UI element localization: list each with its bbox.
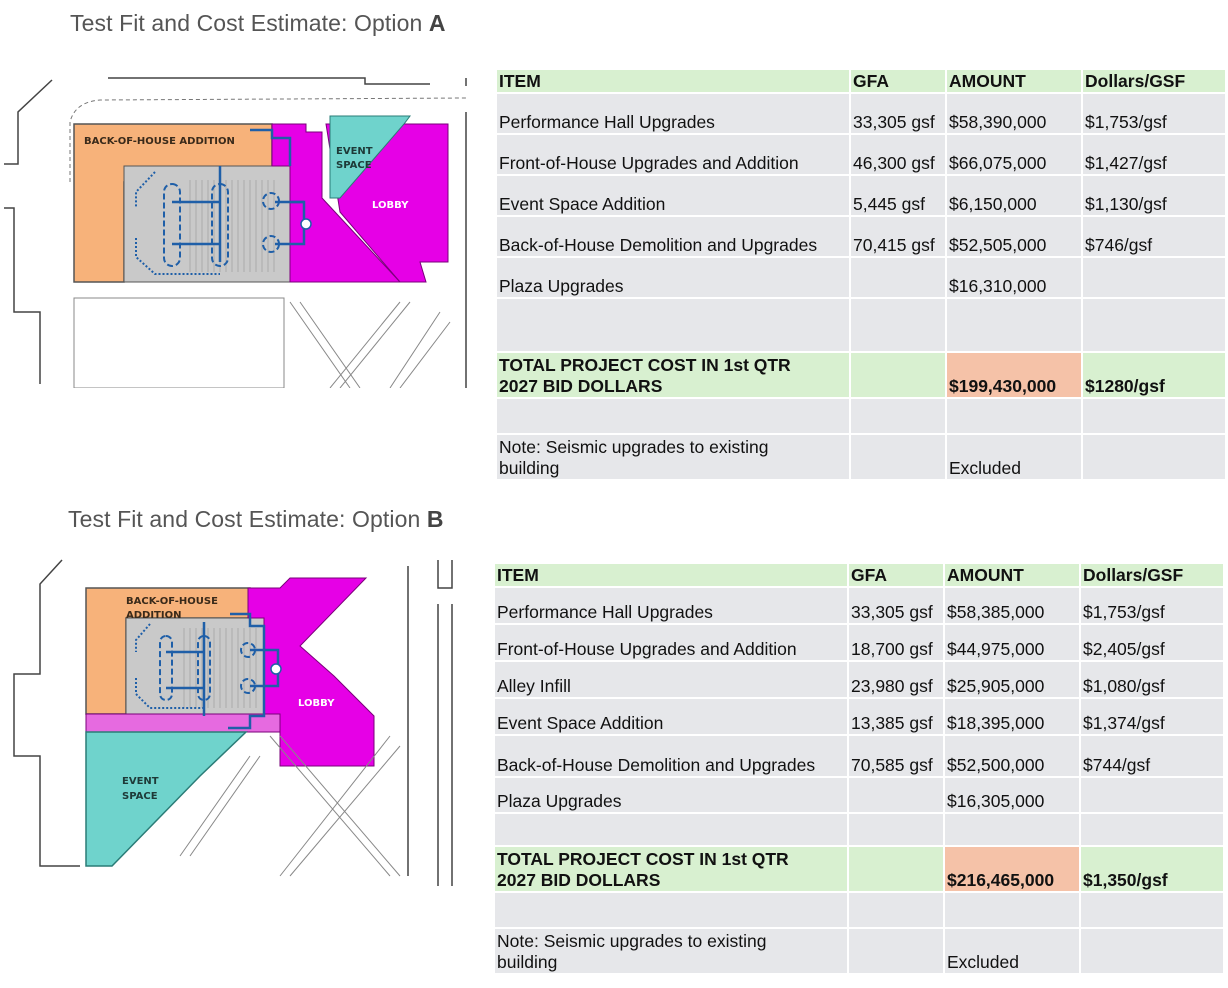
- cell-per-gsf: $1,080/gsf: [1081, 662, 1223, 697]
- cell-amount: $44,975,000: [945, 625, 1079, 660]
- table-row: [495, 662, 1223, 697]
- option-b-floor-plan: [0, 556, 480, 886]
- accessibility-icon: [271, 664, 281, 674]
- table-row-empty: [497, 299, 1225, 351]
- total-label-line2: 2027 BID DOLLARS: [497, 870, 661, 890]
- plan-label-lobby: LOBBY: [372, 200, 409, 211]
- cell-item: Plaza Upgrades: [497, 258, 849, 297]
- header-item: ITEM: [495, 564, 847, 586]
- header-gfa: GFA: [851, 70, 945, 92]
- table-row: [497, 176, 1225, 215]
- cell-amount: $18,395,000: [945, 699, 1079, 734]
- table-row-empty: [495, 814, 1223, 845]
- option-a-title: [70, 10, 446, 37]
- cell-amount: $6,150,000: [947, 176, 1081, 215]
- note-amount: Excluded: [945, 929, 1079, 973]
- plan-label-event-space: EVENT: [336, 146, 373, 157]
- cell-per-gsf: [1083, 258, 1225, 297]
- option-letter: B: [426, 506, 444, 532]
- table-row: [497, 94, 1225, 133]
- cell-item: Alley Infill: [495, 662, 847, 697]
- plan-label-event-space: EVENT: [122, 776, 159, 787]
- cell-amount: $52,505,000: [947, 217, 1081, 256]
- cell-amount: $16,310,000: [947, 258, 1081, 297]
- cell-amount: $25,905,000: [945, 662, 1079, 697]
- cell-per-gsf: $2,405/gsf: [1081, 625, 1223, 660]
- table-header-row: [495, 564, 1223, 586]
- accessibility-icon: [301, 219, 311, 229]
- note-row: [497, 435, 1225, 479]
- option-letter: A: [428, 10, 446, 36]
- header-gfa: GFA: [849, 564, 943, 586]
- cell-gfa: 18,700 gsf: [849, 625, 943, 660]
- cell-item: Event Space Addition: [495, 699, 847, 734]
- plan-label-back-of-house: BACK-OF-HOUSE ADDITION: [84, 136, 235, 147]
- cell-amount: $66,075,000: [947, 135, 1081, 174]
- plan-label-lobby: LOBBY: [298, 698, 335, 709]
- note-row: [495, 929, 1223, 973]
- title-text: Test Fit and Cost Estimate: Option: [68, 506, 427, 532]
- table-header-row: [497, 70, 1225, 92]
- cell-item: Back-of-House Demolition and Upgrades: [497, 217, 849, 256]
- table-row-empty: [497, 399, 1225, 433]
- cell-gfa: 70,585 gsf: [849, 736, 943, 776]
- note-amount: Excluded: [947, 435, 1081, 479]
- total-row: [497, 353, 1225, 397]
- option-b-cost-table: [493, 562, 1225, 975]
- total-amount: $199,430,000: [947, 353, 1081, 397]
- cell-item: Performance Hall Upgrades: [497, 94, 849, 133]
- table-row: [497, 135, 1225, 174]
- header-dollars-per-gsf: Dollars/GSF: [1083, 70, 1225, 92]
- cell-gfa: [849, 778, 943, 812]
- total-label-line1: TOTAL PROJECT COST IN 1st QTR: [497, 849, 789, 869]
- cell-gfa: [851, 258, 945, 297]
- cell-per-gsf: [1081, 778, 1223, 812]
- cell-amount: $58,385,000: [945, 588, 1079, 623]
- total-label-line2: 2027 BID DOLLARS: [499, 376, 663, 396]
- total-per-gsf: $1,350/gsf: [1081, 847, 1223, 891]
- cell-item: Back-of-House Demolition and Upgrades: [495, 736, 847, 776]
- title-text: Test Fit and Cost Estimate: Option: [70, 10, 429, 36]
- cell-per-gsf: $1,427/gsf: [1083, 135, 1225, 174]
- note-line2: building: [499, 458, 560, 478]
- note-line1: Note: Seismic upgrades to existing: [497, 931, 767, 951]
- note-label: [497, 435, 849, 479]
- table-row: [497, 217, 1225, 256]
- cell-amount: $16,305,000: [945, 778, 1079, 812]
- cell-gfa: 5,445 gsf: [851, 176, 945, 215]
- table-row-empty: [495, 893, 1223, 927]
- total-label-line1: TOTAL PROJECT COST IN 1st QTR: [499, 355, 791, 375]
- cell-per-gsf: $1,753/gsf: [1083, 94, 1225, 133]
- table-row: [497, 258, 1225, 297]
- table-row: [495, 736, 1223, 776]
- option-b-title: [68, 506, 444, 533]
- cell-per-gsf: $746/gsf: [1083, 217, 1225, 256]
- table-row: [495, 778, 1223, 812]
- cell-item: Plaza Upgrades: [495, 778, 847, 812]
- total-label: [495, 847, 847, 891]
- plan-label-event-space-2: SPACE: [336, 160, 372, 171]
- cell-gfa: 13,385 gsf: [849, 699, 943, 734]
- cell-per-gsf: $1,753/gsf: [1081, 588, 1223, 623]
- plan-label-event-space-2: SPACE: [122, 791, 158, 802]
- total-per-gsf: $1280/gsf: [1083, 353, 1225, 397]
- cell-item: Front-of-House Upgrades and Addition: [495, 625, 847, 660]
- cell-per-gsf: $1,130/gsf: [1083, 176, 1225, 215]
- table-row: [495, 625, 1223, 660]
- cell-amount: $58,390,000: [947, 94, 1081, 133]
- option-a-floor-plan: [0, 72, 480, 388]
- table-row: [495, 588, 1223, 623]
- header-dollars-per-gsf: Dollars/GSF: [1081, 564, 1223, 586]
- option-a-cost-table: [495, 68, 1227, 481]
- cell-per-gsf: $1,374/gsf: [1081, 699, 1223, 734]
- total-label: [497, 353, 849, 397]
- header-item: ITEM: [497, 70, 849, 92]
- table-row: [495, 699, 1223, 734]
- note-line1: Note: Seismic upgrades to existing: [499, 437, 769, 457]
- cell-item: Front-of-House Upgrades and Addition: [497, 135, 849, 174]
- cell-gfa: 33,305 gsf: [849, 588, 943, 623]
- header-amount: AMOUNT: [945, 564, 1079, 586]
- plan-label-back-of-house-2: ADDITION: [126, 610, 182, 621]
- plan-label-back-of-house: BACK-OF-HOUSE: [126, 596, 218, 607]
- cell-per-gsf: $744/gsf: [1081, 736, 1223, 776]
- cell-gfa: 33,305 gsf: [851, 94, 945, 133]
- total-row: [495, 847, 1223, 891]
- cell-amount: $52,500,000: [945, 736, 1079, 776]
- cell-gfa: 46,300 gsf: [851, 135, 945, 174]
- cell-item: Event Space Addition: [497, 176, 849, 215]
- note-line2: building: [497, 952, 558, 972]
- total-amount: $216,465,000: [945, 847, 1079, 891]
- note-label: [495, 929, 847, 973]
- cell-gfa: 23,980 gsf: [849, 662, 943, 697]
- header-amount: AMOUNT: [947, 70, 1081, 92]
- cell-gfa: 70,415 gsf: [851, 217, 945, 256]
- cell-item: Performance Hall Upgrades: [495, 588, 847, 623]
